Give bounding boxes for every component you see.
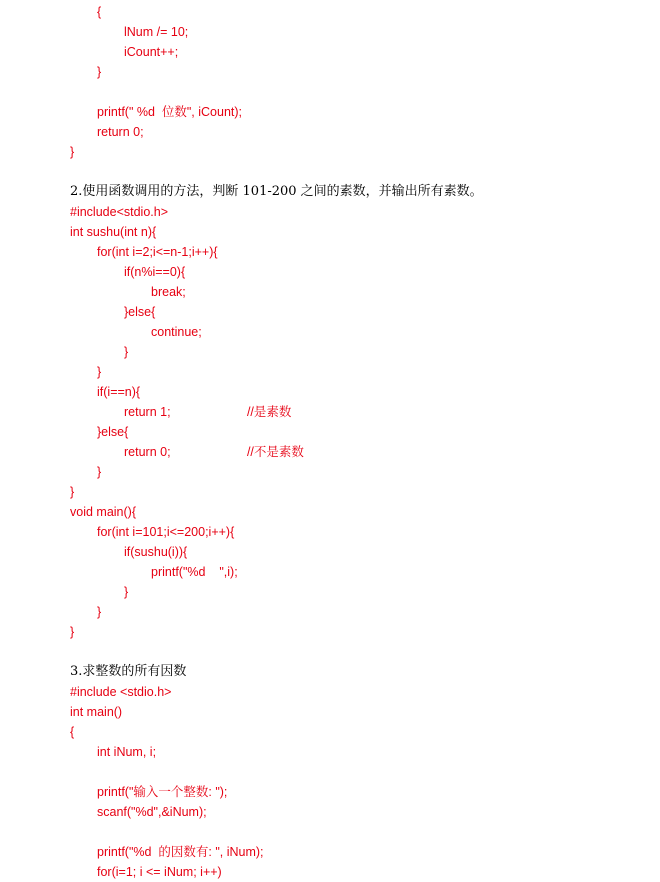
code-line: { — [97, 5, 102, 19]
code-line: lNum /= 10; — [124, 25, 189, 39]
code-line: if(sushu(i)){ — [124, 545, 188, 559]
code-line: continue; — [151, 325, 202, 339]
code-line: return 0; — [97, 125, 144, 139]
code-line: }else{ — [124, 305, 156, 319]
code-line: } — [70, 145, 75, 159]
code-line: iCount++; — [124, 45, 179, 59]
code-line: break; — [151, 285, 186, 299]
code-line: printf("%d 的因数有: ", iNum); — [97, 845, 264, 859]
code-line: int main() — [70, 705, 123, 719]
code-line: } — [97, 465, 102, 479]
code-line: return 0; //不是素数 — [124, 445, 304, 459]
code-line: int sushu(int n){ — [70, 225, 157, 239]
code-line: printf("输入一个整数: "); — [97, 785, 228, 799]
code-line: printf(" %d 位数", iCount); — [97, 105, 243, 119]
code-line: printf("%d ",i); — [151, 565, 238, 579]
code-line: } — [124, 345, 129, 359]
code-line: void main(){ — [70, 505, 136, 519]
code-line: } — [124, 585, 129, 599]
code-line: scanf("%d",&iNum); — [97, 805, 207, 819]
code-line: #include <stdio.h> — [70, 685, 172, 699]
code-line: if(i==n){ — [97, 385, 141, 399]
code-line: for(int i=101;i<=200;i++){ — [97, 525, 235, 539]
code-line: } — [97, 605, 102, 619]
code-line: } — [97, 65, 102, 79]
code-line: } — [70, 625, 75, 639]
section-heading: 2.使用函数调用的方法，判断 101-200 之间的素数，并输出所有素数。 — [70, 184, 483, 199]
code-line: #include<stdio.h> — [70, 205, 168, 219]
section-heading: 3.求整数的所有因数 — [70, 664, 187, 679]
code-line: int iNum, i; — [97, 745, 157, 759]
code-line: }else{ — [97, 425, 129, 439]
code-line: } — [70, 485, 75, 499]
code-line: for(int i=2;i<=n-1;i++){ — [97, 245, 218, 259]
code-line: for(i=1; i <= iNum; i++) — [97, 865, 222, 879]
code-line: } — [97, 365, 102, 379]
code-line: if(n%i==0){ — [124, 265, 186, 279]
code-line: return 1; //是素数 — [124, 405, 292, 419]
code-line: { — [70, 725, 75, 739]
